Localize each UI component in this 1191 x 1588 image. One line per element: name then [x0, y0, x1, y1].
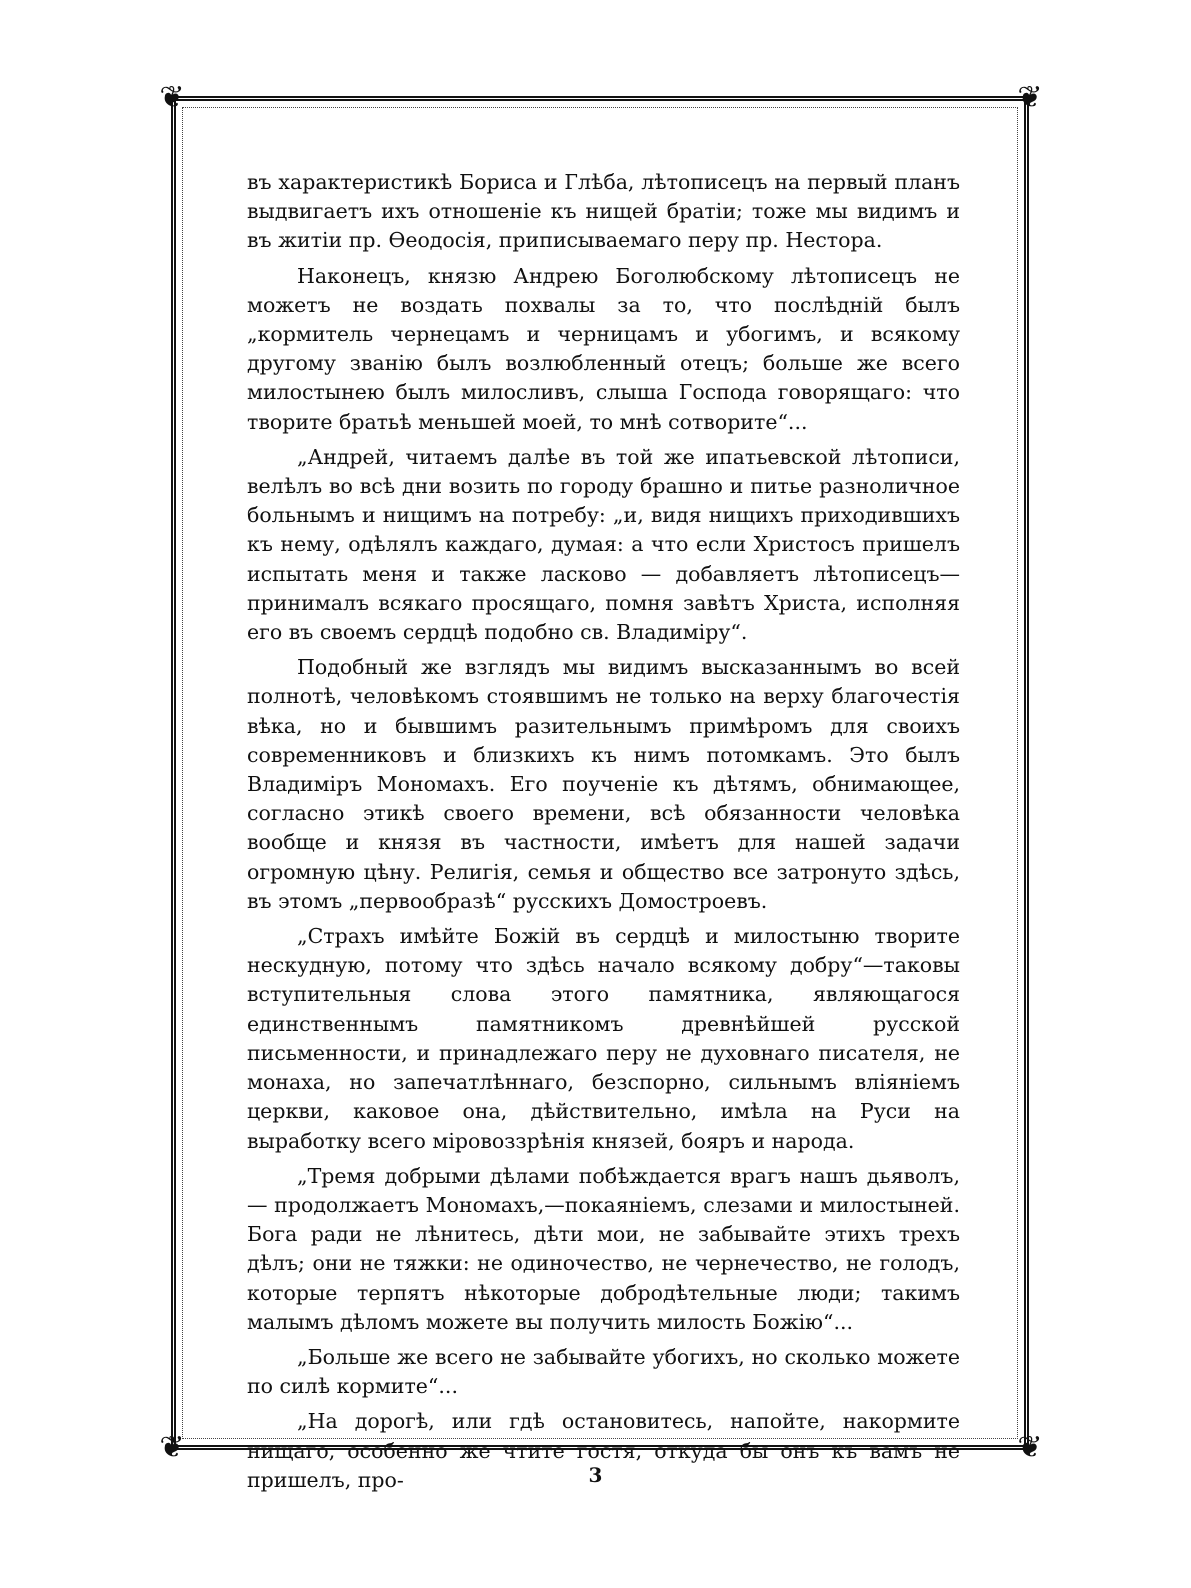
corner-ornament-icon: ❦: [159, 80, 185, 115]
corner-ornament-icon: ❦: [1017, 80, 1043, 115]
paragraph: „Страхъ имѣйте Божiй въ сердцѣ и милостыню творите нескудную, потому что здѣсь начало всякому добру“—таковы вступительныя слова этого памятника, являющагося единственнымъ памятникомъ древнѣйшей русской письменности, и принадлежагo перу не духовнаго писателя, не монаха, но запечатлѣннаго, безспорно, сильнымъ влiянiемъ церкви, каковое она, дѣйствительно, имѣла на Руси на выработку всего мiровоззрѣнiя князей, бояръ и народа.: [247, 924, 960, 1153]
corner-ornament-icon: ❦: [159, 1430, 185, 1465]
paragraph: „Больше же всего не забывайте убогихъ, но сколько можете по силѣ кормите“...: [247, 1344, 960, 1399]
page-number: 3: [588, 1463, 603, 1487]
paragraph: Подобный же взглядъ мы видимъ высказаннымъ во всей полнотѣ, человѣкомъ стоявшимъ не только на верху благочестiя вѣка, но и бывшимъ разительнымъ примѣромъ для своихъ современниковъ и близкихъ къ нимъ потомкамъ. Это былъ Владимiръ Мономахъ. Его поученiе къ дѣтямъ, обнимающее, согласно этикѣ своего времени, всѣ обязанности человѣка вообще и князя въ частности, имѣетъ для нашей задачи огромную цѣну. Религiя, семья и общество все затронуто здѣсь, въ этомъ „первообразѣ“ русскихъ Домостроевъ.: [247, 655, 960, 913]
paragraph: „Андрей, читаемъ далѣе въ той же ипатьевской лѣтописи, велѣлъ во всѣ дни возить по городу брашно и питье разноличное больнымъ и нищимъ на потребу: „и, видя нищихъ приходившихъ къ нему, одѣлялъ каждаго, думая: а что если Христосъ пришелъ испытать меня и также ласково — добавляетъ лѣтописецъ—принималъ всякаго просящаго, помня завѣтъ Христа, исполняя его въ своемъ сердцѣ подобно св. Владимiру“.: [247, 444, 960, 645]
corner-ornament-icon: ❦: [1017, 1430, 1043, 1465]
paragraph: Наконецъ, князю Андрею Боголюбскому лѣтописецъ не можетъ не воздать похвалы за то, что послѣднiй былъ „кормитель чернецамъ и черницамъ и убогимъ, и всякому другому званiю былъ возлюбленный отецъ; больше же всего милостынею былъ милосливъ, слыша Господа говорящаго: что творите братьѣ меньшей моей, то мнѣ сотворите“...: [247, 263, 960, 434]
paragraph: въ характеристикѣ Бориса и Глѣба, лѣтописецъ на первый планъ выдвигаетъ ихъ отношенiе къ нищей братiи; тоже мы видимъ и въ житiи пр. Ѳеодосія, приписываемаго перу пр. Нестора.: [247, 170, 960, 253]
paragraph: „Тремя добрыми дѣлами побѣждается врагъ нашъ дьяволъ,— продолжаетъ Мономахъ,—покаянiемъ, слезами и милостыней. Бога ради не лѣнитесь, дѣти мои, не забывайте этихъ трехъ дѣлъ; они не тяжки: не одиночество, не чернечество, не голодъ, которые терпятъ нѣкоторые добродѣтельные люди; такимъ малымъ дѣломъ можете вы получить милость Божiю“...: [247, 1163, 960, 1334]
body-text: [247, 168, 960, 1501]
paragraph: „На дорогѣ, или гдѣ остановитесь, напойте, накормите нищаго, особенно же чтите гостя, откуда бы онъ къ вамъ не пришелъ, про-: [247, 1409, 960, 1492]
